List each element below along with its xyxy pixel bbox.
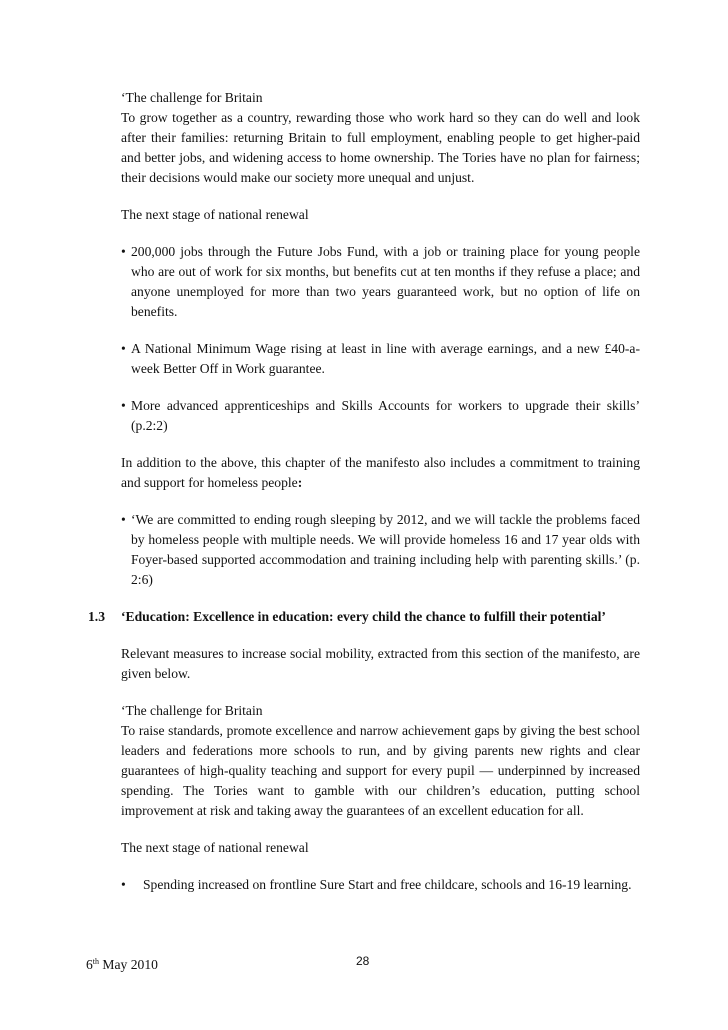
bullet-icon: •: [121, 512, 126, 527]
footer-date-day: 6: [86, 957, 93, 972]
section-title: ‘Education: Excellence in education: every child the chance to fulfill their potential’: [121, 609, 606, 624]
list-item: [121, 339, 640, 379]
list-item: [121, 242, 640, 322]
challenge-heading: ‘The challenge for Britain: [121, 703, 263, 718]
addition-colon: :: [297, 475, 303, 490]
bullet-icon: •: [121, 244, 126, 259]
addition-paragraph: [121, 453, 640, 493]
page-number: 28: [356, 954, 370, 968]
challenge-heading: ‘The challenge for Britain: [121, 90, 263, 105]
relevant-paragraph: Relevant measures to increase social mobility, extracted from this section of the manifesto, are given below.: [121, 646, 640, 681]
addition-text: In addition to the above, this chapter of the manifesto also includes a commitment to training and support for homeless people: [121, 455, 640, 490]
challenge-block-2: [121, 701, 640, 821]
challenge-body: To grow together as a country, rewarding those who work hard so they can do well and look after their families: returning Britain to full employment, enabling people to get higher-paid and better jobs, and widening access to home ownership. The Tories have no plan for fairness; their decisions would make our society more unequal and unjust.: [121, 110, 640, 185]
footer-date: [86, 952, 158, 975]
bullet-icon: •: [121, 877, 126, 892]
section-heading: [88, 607, 640, 627]
list-item: [121, 875, 640, 895]
bullet-icon: •: [121, 341, 126, 356]
page-content: [88, 88, 640, 912]
bullet-icon: •: [121, 398, 126, 413]
challenge-block-1: [121, 88, 640, 188]
next-stage-heading: The next stage of national renewal: [121, 840, 309, 855]
list-item-text: Spending increased on frontline Sure Start and free childcare, schools and 16-19 learning.: [143, 877, 632, 892]
list-item-text: 200,000 jobs through the Future Jobs Fund, with a job or training place for young people who are out of work for six months, but benefits cut at ten months if they refuse a place; and anyone unemployed for more than two years guaranteed work, but no option of life on benefits.: [131, 244, 640, 319]
list-item-text: ‘We are committed to ending rough sleeping by 2012, and we will tackle the problems faced by homeless people with multiple needs. We will provide homeless 16 and 17 year olds with Foyer-based supported accommodation and training including help with parenting skills.’ (p. 2:6): [131, 512, 640, 587]
list-item: [121, 396, 640, 436]
list-item-text: A National Minimum Wage rising at least in line with average earnings, and a new £40-a-week Better Off in Work guarantee.: [131, 341, 640, 376]
next-stage-heading: The next stage of national renewal: [121, 207, 309, 222]
footer-date-suffix: th: [92, 957, 100, 966]
list-item-text: More advanced apprenticeships and Skills Accounts for workers to upgrade their skills’ (p.2:2): [131, 398, 640, 433]
challenge-body: To raise standards, promote excellence and narrow achievement gaps by giving the best school leaders and federations more schools to run, and by giving parents new rights and clear guarantees of high-quality teaching and support for every pupil — underpinned by increased spending. The Tories want to gamble with our children’s education, putting school improvement at risk and taking away the guarantees of an excellent education for all.: [121, 723, 640, 818]
footer-date-rest: May 2010: [99, 957, 158, 972]
list-item: [121, 510, 640, 590]
section-number: 1.3: [88, 609, 105, 624]
